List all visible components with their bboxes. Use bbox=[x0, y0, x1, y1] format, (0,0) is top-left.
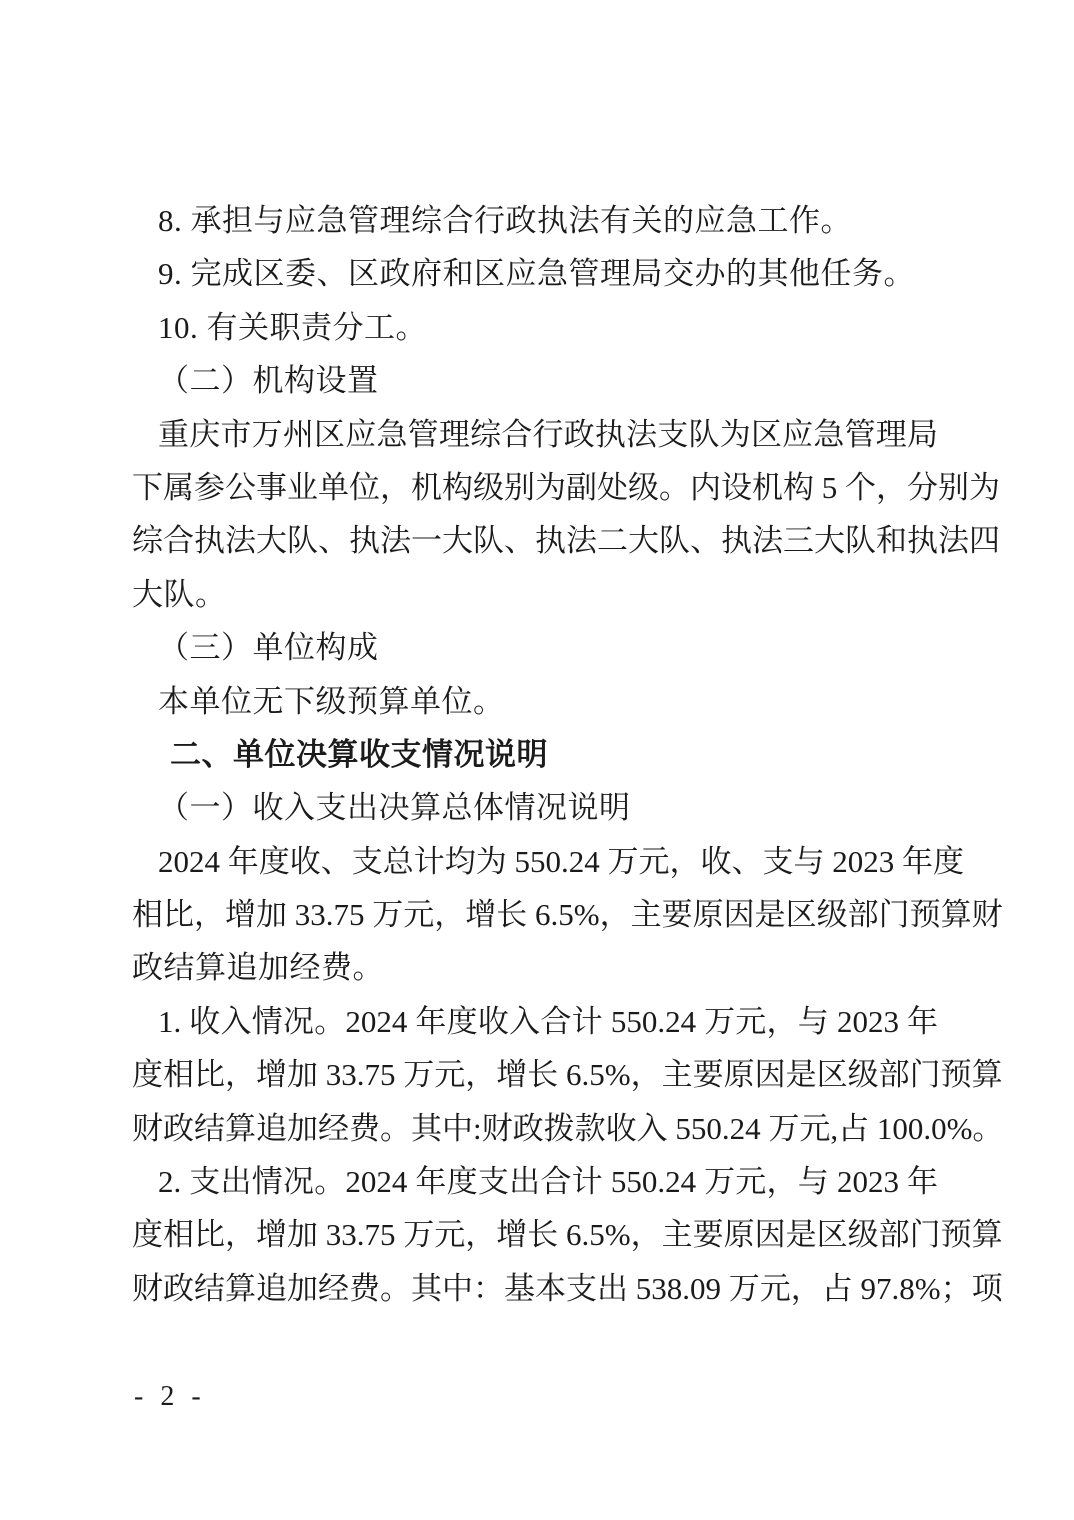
section-heading-budget: 二、单位决算收支情况说明 bbox=[170, 736, 548, 772]
paragraph-line: 下属参公事业单位，机构级别为副处级。内设机构 5 个，分别为 bbox=[132, 469, 1000, 505]
paragraph-line: 财政结算追加经费。其中：基本支出 538.09 万元，占 97.8%；项 bbox=[132, 1270, 1003, 1306]
paragraph-line: 财政结算追加经费。其中:财政拨款收入 550.24 万元,占 100.0%。 bbox=[132, 1110, 1004, 1146]
paragraph-line: 度相比，增加 33.75 万元，增长 6.5%，主要原因是区级部门预算 bbox=[132, 1057, 1003, 1093]
numbered-item-10: 10. 有关职责分工。 bbox=[158, 309, 427, 345]
paragraph-line: 2024 年度收、支总计均为 550.24 万元，收、支与 2023 年度 bbox=[158, 843, 964, 879]
paragraph-line: 本单位无下级预算单位。 bbox=[158, 683, 505, 719]
paragraph-line: 相比，增加 33.75 万元，增长 6.5%，主要原因是区级部门预算财 bbox=[132, 897, 1003, 933]
numbered-item-9: 9. 完成区委、区政府和区应急管理局交办的其他任务。 bbox=[158, 256, 915, 292]
paragraph-line: 综合执法大队、执法一大队、执法二大队、执法三大队和执法四 bbox=[132, 523, 1000, 559]
paragraph-line: 政结算追加经费。 bbox=[132, 950, 384, 986]
subheading-unit-composition: （三）单位构成 bbox=[158, 630, 379, 666]
subheading-org-setup: （二）机构设置 bbox=[158, 363, 379, 399]
numbered-item-8: 8. 承担与应急管理综合行政执法有关的应急工作。 bbox=[158, 203, 852, 238]
paragraph-line: 重庆市万州区应急管理综合行政执法支队为区应急管理局 bbox=[158, 416, 938, 452]
paragraph-line: 度相比，增加 33.75 万元，增长 6.5%，主要原因是区级部门预算 bbox=[132, 1217, 1003, 1253]
paragraph-line: 2. 支出情况。2024 年度支出合计 550.24 万元，与 2023 年 bbox=[158, 1164, 938, 1200]
subheading-overview: （一）收入支出决算总体情况说明 bbox=[158, 790, 631, 826]
page-number: - 2 - bbox=[134, 1381, 206, 1412]
paragraph-line: 大队。 bbox=[132, 576, 227, 612]
paragraph-line: 1. 收入情况。2024 年度收入合计 550.24 万元，与 2023 年 bbox=[158, 1003, 938, 1039]
document-body bbox=[132, 194, 1004, 1315]
